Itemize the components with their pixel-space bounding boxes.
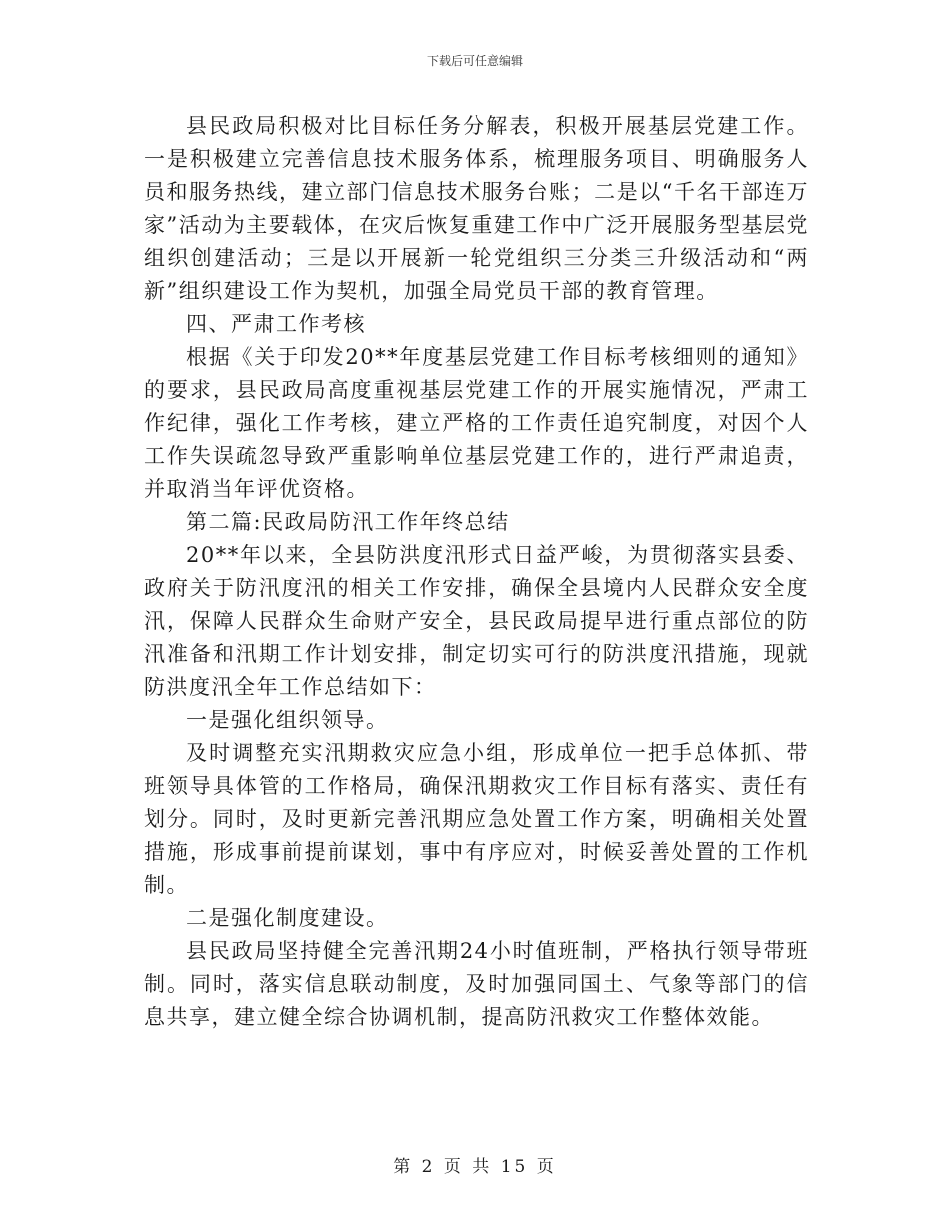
paragraph-flood-intro: 20**年以来，全县防洪度汛形式日益严峻，为贯彻落实县委、政府关于防汛度汛的相关工作安排，确保全县境内人民群众安全度汛，保障人民群众生命财产安全，县民政局提早进行重点部位的防汛准备和汛期工作计划安排，制定切实可行的防洪度汛措施，现就防洪度汛全年工作总结如下： bbox=[144, 543, 809, 699]
paragraph-assessment: 根据《关于印发20**年度基层党建工作目标考核细则的通知》的要求，县民政局高度重视基层党建工作的开展实施情况，严肃工作纪律，强化工作考核，建立严格的工作责任追究制度，对因个人工作失误疏忽导致严重影响单位基层党建工作的，进行严肃追责，并取消当年评优资格。 bbox=[144, 345, 809, 501]
page-header: 下载后可任意编辑 bbox=[426, 54, 523, 68]
section-heading-assessment: 四、严肃工作考核 bbox=[186, 312, 366, 336]
section-heading-system: 二是强化制度建设。 bbox=[186, 906, 389, 930]
paragraph-system: 县民政局坚持健全完善汛期24小时值班制，严格执行领导带班制。同时，落实信息联动制度，及时加强同国土、气象等部门的信息共享，建立健全综合协调机制，提高防汛救灾工作整体效能。 bbox=[144, 939, 809, 1029]
page-number: 第 2 页 共 15 页 bbox=[393, 1157, 557, 1177]
paragraph-organization: 及时调整充实汛期救灾应急小组，形成单位一把手总体抓、带班领导具体管的工作格局，确保汛期救灾工作目标有落实、责任有划分。同时，及时更新完善汛期应急处置工作方案，明确相关处置措施，形成事前提前谋划，事中有序应对，时候妥善处置的工作机制。 bbox=[144, 741, 809, 897]
section-heading-organization: 一是强化组织领导。 bbox=[186, 708, 389, 732]
article-title-flood-summary: 第二篇:民政局防汛工作年终总结 bbox=[186, 510, 510, 534]
paragraph-party-building: 县民政局积极对比目标任务分解表，积极开展基层党建工作。一是积极建立完善信息技术服务体系，梳理服务项目、明确服务人员和服务热线，建立部门信息技术服务台账；二是以“千名干部连万家”活动为主要载体，在灾后恢复重建工作中广泛开展服务型基层党组织创建活动；三是以开展新一轮党组织三分类三升级活动和“两新”组织建设工作为契机，加强全局党员干部的教育管理。 bbox=[144, 114, 809, 303]
document-body bbox=[144, 110, 809, 1034]
